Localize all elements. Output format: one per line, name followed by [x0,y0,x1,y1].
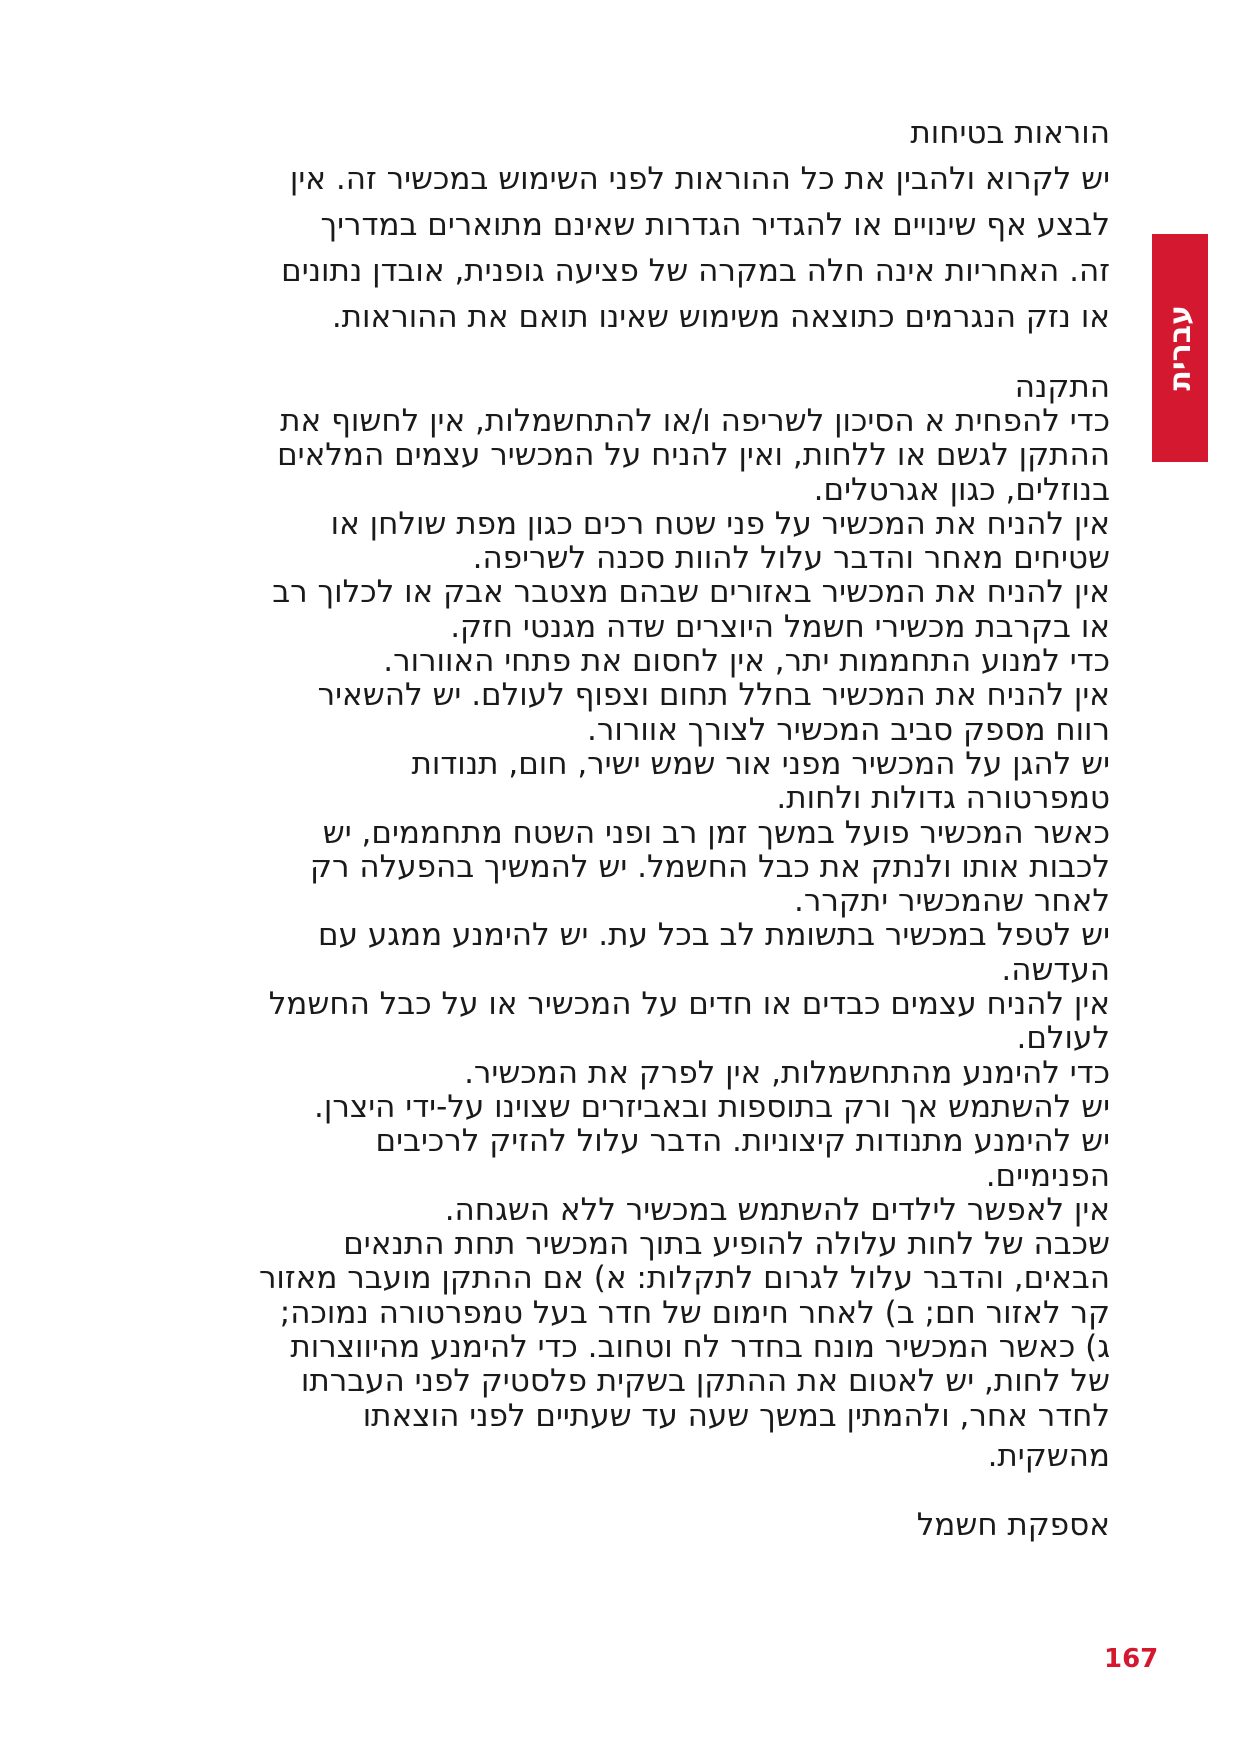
installation-line: כאשר המכשיר פועל במשך זמן רב ופני השטח מתחממים, יש [322,814,1110,851]
installation-title: התקנה [1014,369,1110,405]
installation-line: של לחות, יש לאטום את ההתקן בשקית פלסטיק לפני העברתו [300,1363,1110,1400]
installation-line: שכבה של לחות עלולה להופיע בתוך המכשיר תחת התנאים [343,1226,1110,1263]
installation-line: יש לטפל במכשיר בתשומת לב בכל עת. יש להימנע ממגע עם [318,917,1110,954]
installation-line: קר לאזור חם; ב) לאחר חימום של חדר בעל טמפרטורה נמוכה; [279,1294,1110,1331]
power-supply-title: אספקת חשמל [916,1506,1110,1543]
installation-line: הבאים, והדבר עלול לגרום לתקלות: א) אם ההתקן מועבר מאזור [258,1260,1110,1297]
installation-line: שטיחים מאחר והדבר עלול להוות סכנה לשריפה. [472,540,1110,577]
installation-line: לאחר שהמכשיר יתקרר. [793,883,1110,920]
installation-line: לחדר אחר, ולהמתין במשך שעה עד שעתיים לפני הוצאתו [362,1397,1110,1434]
language-tab [1152,234,1208,462]
installation-line: יש להימנע מתנודות קיצוניות. הדבר עלול להזיק לרכיבים [375,1123,1110,1160]
installation-line: כדי להפחית א הסיכון לשריפה ו/או להתחשמלות, אין לחשוף את [280,403,1110,439]
page-content [140,110,1110,1545]
installation-line: הפנימיים. [985,1157,1110,1194]
installation-line: כדי למנוע התחממות יתר, אין לחסום את פתחי האוורור. [383,643,1110,680]
installation-line: אין להניח עצמים כבדים או חדים על המכשיר או על כבל החשמל [268,986,1110,1023]
installation-line: אין לאפשר לילדים להשתמש במכשיר ללא השגחה. [444,1191,1110,1228]
installation-line: או בקרבת מכשירי חשמל היוצרים שדה מגנטי חזק. [450,608,1110,645]
safety-intro [140,156,1110,340]
installation-line: העדשה. [1001,951,1110,988]
installation-line: טמפרטורה גדולות ולחות. [776,780,1110,817]
installation-line: בנוזלים, כגון אגרטלים. [813,471,1110,508]
installation-line: מהשקית. [987,1437,1110,1474]
safety-intro-line: לבצע אף שינויים או להגדיר הגדרות שאינם מתוארים במדריך [320,207,1110,243]
safety-intro-line: או נזק הנגרמים כתוצאה משימוש שאינו תואם את ההוראות. [331,299,1110,335]
installation-line: אין להניח את המכשיר באזורים שבהם מצטבר אבק או לכלוך רב [272,574,1110,611]
safety-intro-line: יש לקרוא ולהבין את כל ההוראות לפני השימוש במכשיר זה. אין [289,161,1110,197]
installation-line: לכבות אותו ולנתק את כבל החשמל. יש להמשיך בהפעלה רק [310,848,1110,885]
installation-line: יש להשתמש אך ורק בתוספות ובאביזרים שצוינו על-ידי היצרן. [314,1088,1110,1125]
page-number: 167 [1104,1644,1159,1674]
installation-line: כדי להימנע מהתחשמלות, אין לפרק את המכשיר. [464,1054,1110,1091]
installation-line: יש להגן על המכשיר מפני אור שמש ישיר, חום, תנודות [411,745,1110,782]
installation-line: רווח מספק סביב המכשיר לצורך אוורור. [587,711,1110,748]
installation-line: אין להניח את המכשיר על פני שטח רכים כגון מפת שולחן או [330,505,1110,542]
safety-intro-line: זה. האחריות אינה חלה במקרה של פציעה גופנית, אובדן נתונים [281,253,1110,289]
language-tab-label: עברית [1162,305,1198,391]
installation-line: אין להניח את המכשיר בחלל תחום וצפוף לעולם. יש להשאיר [317,677,1110,714]
installation-line: ג) כאשר המכשיר מונח בחדר לח וטחוב. כדי להימנע מהיווצרות [290,1329,1110,1366]
installation-body [140,404,1110,1479]
safety-title: הוראות בטיחות [910,115,1110,151]
installation-line: לעולם. [1016,1020,1110,1057]
installation-line: ההתקן לגשם או ללחות, ואין להניח על המכשיר עצמים המלאים [277,437,1110,474]
